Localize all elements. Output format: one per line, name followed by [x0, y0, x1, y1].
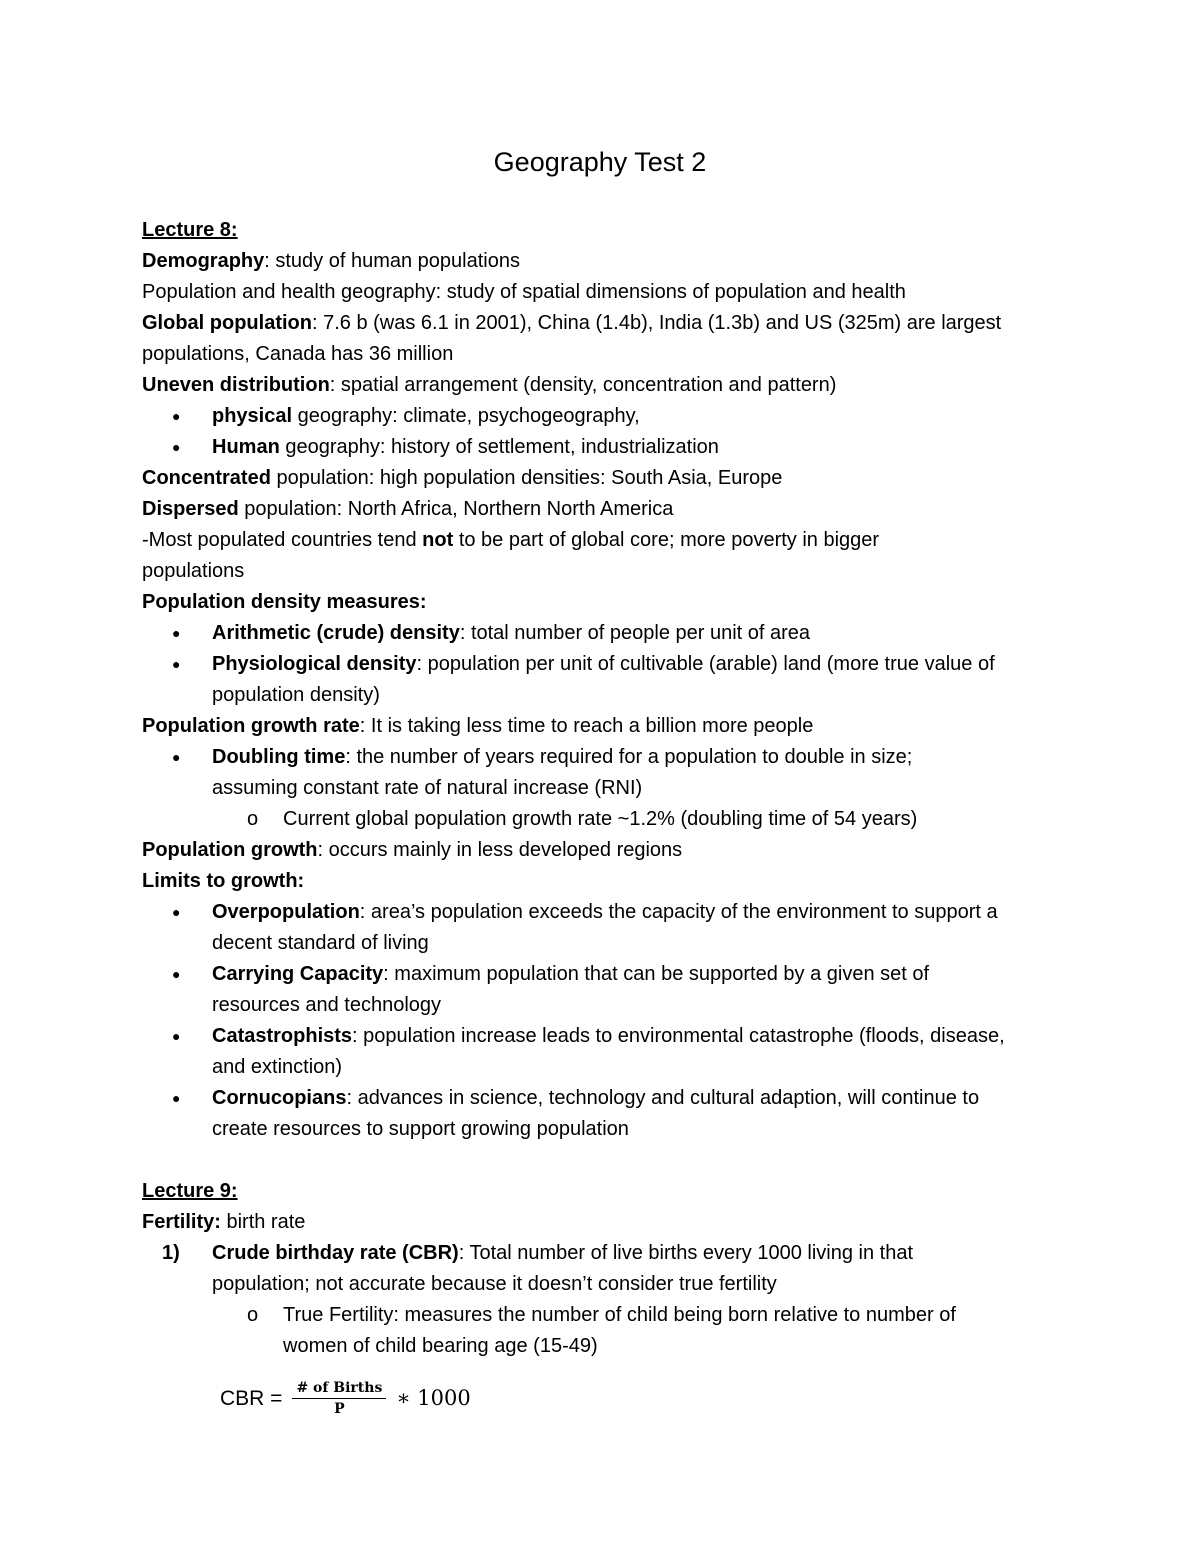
- bullet-item: [142, 959, 1072, 1021]
- definition-cont: and extinction): [212, 1056, 343, 1078]
- formula-rhs: ∗ 1000: [396, 1386, 471, 1410]
- concentrated-line: [142, 463, 1072, 494]
- formula-fraction: [292, 1380, 386, 1417]
- definition-cont: create resources to support growing population: [212, 1118, 629, 1140]
- definition: : population per unit of cultivable (arable) land (more true value of: [416, 653, 995, 675]
- term: Cornucopians: [212, 1087, 347, 1109]
- definition-cont: decent standard of living: [212, 932, 429, 954]
- term: Uneven distribution: [142, 374, 330, 396]
- most-populated-line-2: populations: [142, 560, 245, 582]
- definition: : advances in science, technology and cultural adaption, will continue to: [346, 1087, 980, 1109]
- section-gap: [142, 1145, 1072, 1176]
- definition: : Total number of live births every 1000 living in that: [458, 1242, 914, 1264]
- growth-rate-line: [142, 711, 1072, 742]
- term: Catastrophists: [212, 1025, 353, 1047]
- term: Population growth: [142, 839, 318, 861]
- sub-bullet-item: [142, 1300, 1072, 1362]
- bullet-item: [142, 1021, 1072, 1083]
- term: Concentrated: [142, 467, 271, 489]
- definition: : It is taking less time to reach a billion more people: [359, 715, 814, 737]
- pop-growth-line: [142, 835, 1072, 866]
- formula-lhs: CBR =: [220, 1387, 283, 1410]
- bullet-item: [142, 649, 1072, 711]
- term: physical: [212, 405, 293, 427]
- page-title: Geography Test 2: [493, 147, 707, 177]
- text-cont: women of child bearing age (15-49): [283, 1335, 598, 1357]
- global-pop-line: [142, 308, 1072, 339]
- term: Crude birthday rate (CBR): [212, 1242, 459, 1264]
- definition: : 7.6 b (was 6.1 in 2001), China (1.4b), India (1.3b) and US (325m) are largest: [311, 312, 1002, 334]
- cbr-formula: [142, 1380, 1072, 1417]
- uneven-line: [142, 370, 1072, 401]
- item-number: 1): [162, 1242, 180, 1264]
- text: True Fertility: measures the number of child being born relative to number of: [283, 1304, 956, 1326]
- text: to be part of global core; more poverty in bigger: [453, 529, 880, 551]
- definition: : area’s population exceeds the capacity of the environment to support a: [359, 901, 998, 923]
- lecture-8-heading: Lecture 8:: [142, 219, 238, 241]
- definition: : total number of people per unit of area: [459, 622, 811, 644]
- text: -Most populated countries tend: [142, 529, 423, 551]
- dispersed-line: [142, 494, 1072, 525]
- most-populated-line: [142, 525, 1072, 556]
- density-measures-heading: Population density measures:: [142, 591, 427, 613]
- limits-heading: Limits to growth:: [142, 870, 305, 892]
- definition: population: high population densities: South Asia, Europe: [270, 467, 783, 489]
- term: Doubling time: [212, 746, 346, 768]
- definition: population: North Africa, Northern North America: [238, 498, 674, 520]
- definition: : population increase leads to environmental catastrophe (floods, disease,: [352, 1025, 1005, 1047]
- definition-cont: resources and technology: [212, 994, 442, 1016]
- term: Population growth rate: [142, 715, 360, 737]
- bullet-item: [142, 897, 1072, 959]
- bullet-item: [142, 401, 1072, 432]
- term: Overpopulation: [212, 901, 360, 923]
- numbered-item: [142, 1238, 1072, 1300]
- definition: : maximum population that can be supported by a given set of: [383, 963, 930, 985]
- formula-denominator: P: [334, 1401, 345, 1417]
- global-pop-line-2: populations, Canada has 36 million: [142, 343, 454, 365]
- emphasis: not: [422, 529, 454, 551]
- definition: birth rate: [220, 1211, 306, 1233]
- definition-cont: population; not accurate because it doesn’t consider true fertility: [212, 1273, 777, 1295]
- definition: geography: climate, psychogeography,: [292, 405, 640, 427]
- formula-numerator: # of Births: [292, 1380, 386, 1399]
- term: Dispersed: [142, 498, 239, 520]
- term: Global population: [142, 312, 312, 334]
- document-body: [142, 215, 1072, 1417]
- pop-health-line: Population and health geography: study of spatial dimensions of population and health: [142, 281, 906, 303]
- term: Arithmetic (crude) density: [212, 622, 460, 644]
- demography-line: [142, 246, 1072, 277]
- definition: : spatial arrangement (density, concentration and pattern): [329, 374, 837, 396]
- term: Carrying Capacity: [212, 963, 384, 985]
- lecture-9-heading: Lecture 9:: [142, 1180, 238, 1202]
- sub-bullet-item: o Current global population growth rate ~1.2% (doubling time of 54 years): [142, 804, 1072, 835]
- definition-cont: population density): [212, 684, 380, 706]
- definition: : the number of years required for a population to double in size;: [345, 746, 913, 768]
- definition-cont: assuming constant rate of natural increase (RNI): [212, 777, 643, 799]
- term: Human: [212, 436, 280, 458]
- bullet-item: [142, 1083, 1072, 1145]
- term: Demography: [142, 250, 265, 272]
- bullet-item: [142, 618, 1072, 649]
- definition: : occurs mainly in less developed regions: [317, 839, 683, 861]
- term: Physiological density: [212, 653, 417, 675]
- definition: : study of human populations: [264, 250, 520, 272]
- bullet-item: [142, 432, 1072, 463]
- fertility-line: [142, 1207, 1072, 1238]
- bullet-item: [142, 742, 1072, 804]
- definition: geography: history of settlement, industrialization: [279, 436, 719, 458]
- term: Fertility:: [142, 1211, 221, 1233]
